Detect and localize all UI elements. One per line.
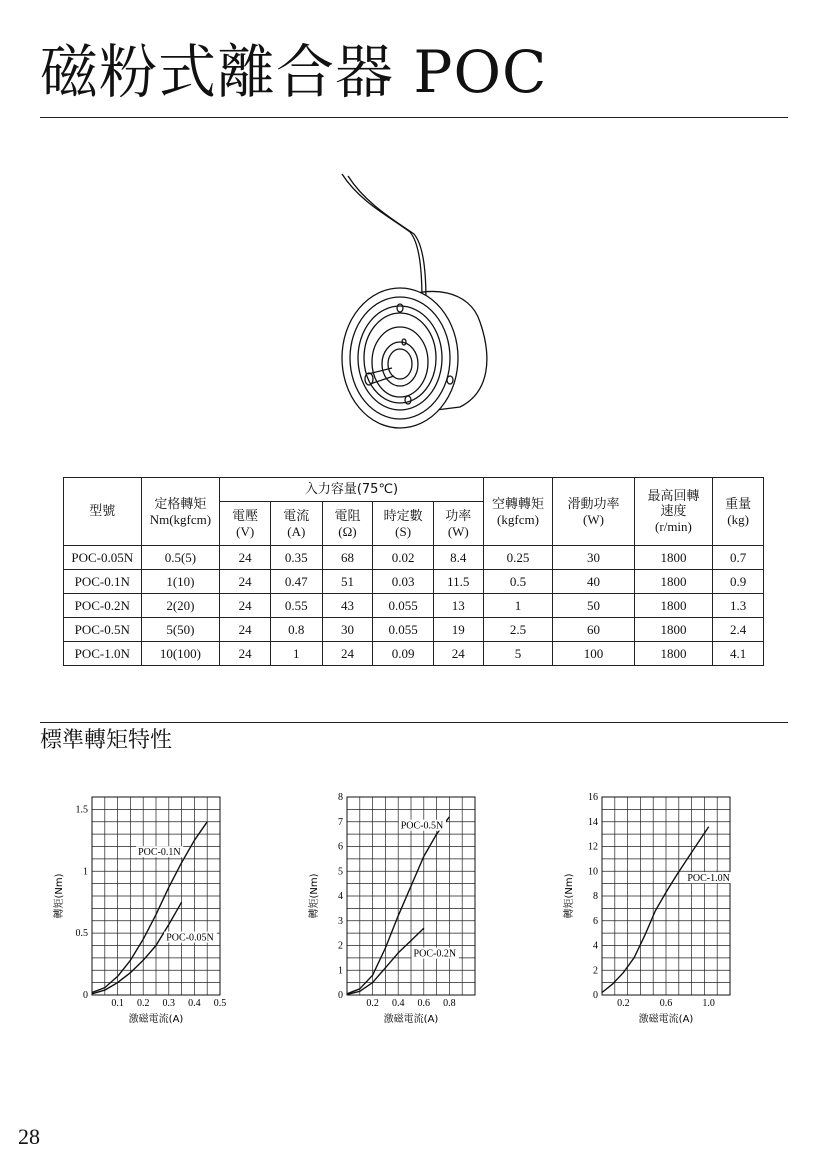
cell-current: 0.8 [270, 618, 322, 642]
series-label: POC-0.1N [138, 847, 181, 859]
header-resistance-label: 電阻 [334, 508, 361, 524]
cell-max-speed: 1800 [634, 642, 713, 666]
cell-time-constant: 0.03 [373, 570, 434, 594]
series-label: POC-1.0N [687, 873, 730, 885]
cell-weight: 2.4 [713, 618, 764, 642]
cell-max-speed: 1800 [634, 594, 713, 618]
cell-idle-torque: 1 [483, 594, 553, 618]
torque-chart-poc-0.05n-0.1n [50, 785, 240, 1030]
cell-slip-power: 60 [553, 618, 634, 642]
y-tick-label: 0.5 [75, 928, 88, 940]
cell-rated-torque: 1(10) [141, 570, 220, 594]
header-weight-unit: (kg) [727, 511, 749, 527]
header-max-speed-label-1: 最高回轉 [647, 489, 700, 504]
torque-chart-poc-1.0n [560, 785, 750, 1030]
cell-model: POC-0.05N [64, 546, 142, 570]
header-slip-power [553, 478, 634, 546]
y-axis-label: 轉矩(Nm) [54, 873, 65, 919]
header-time-constant [373, 502, 434, 546]
header-current-unit: (A) [287, 523, 306, 539]
table-row [64, 546, 764, 570]
y-axis-label: 轉矩(Nm) [564, 873, 575, 919]
series-line-poc-0.05n [92, 902, 182, 994]
header-slip-power-unit: (W) [583, 511, 604, 527]
cell-power: 8.4 [433, 546, 483, 570]
cell-idle-torque: 2.5 [483, 618, 553, 642]
y-tick-label: 14 [588, 816, 598, 828]
header-model: 型號 [64, 478, 142, 546]
cell-rated-torque: 0.5(5) [141, 546, 220, 570]
cell-weight: 0.9 [713, 570, 764, 594]
cell-weight: 4.1 [713, 642, 764, 666]
x-axis-label: 激磁電流(A) [128, 1014, 184, 1025]
x-tick-label: 0.6 [417, 998, 431, 1009]
series-label: POC-0.2N [413, 948, 457, 960]
cell-voltage: 24 [220, 570, 271, 594]
y-tick-label: 0 [338, 990, 343, 1001]
cell-idle-torque: 5 [483, 642, 553, 666]
cell-max-speed: 1800 [634, 570, 713, 594]
x-tick-label: 0.8 [443, 998, 456, 1009]
cell-slip-power: 30 [553, 546, 634, 570]
header-current [270, 502, 322, 546]
y-tick-label: 4 [593, 940, 598, 952]
series-label: POC-0.05N [166, 932, 214, 944]
y-tick-label: 2 [338, 940, 343, 952]
x-tick-label: 0.2 [366, 998, 379, 1009]
x-axis-label: 激磁電流(A) [638, 1014, 694, 1025]
x-tick-label: 0.2 [617, 998, 630, 1009]
x-tick-label: 1.0 [702, 998, 715, 1009]
cell-max-speed: 1800 [634, 546, 713, 570]
y-tick-label: 0 [83, 990, 88, 1001]
y-tick-label: 1 [338, 965, 343, 977]
cell-voltage: 24 [220, 642, 271, 666]
cell-idle-torque: 0.5 [483, 570, 553, 594]
header-resistance [322, 502, 373, 546]
header-voltage-label: 電壓 [232, 508, 259, 524]
header-rated-torque-unit: Nm(kgfcm) [149, 511, 212, 527]
cell-resistance: 68 [322, 546, 373, 570]
cell-current: 0.47 [270, 570, 322, 594]
y-tick-label: 3 [338, 915, 343, 927]
cell-slip-power: 50 [553, 594, 634, 618]
cell-weight: 1.3 [713, 594, 764, 618]
page-number: 28 [18, 1124, 40, 1149]
cell-idle-torque: 0.25 [483, 546, 553, 570]
cell-current: 1 [270, 642, 322, 666]
table-row [64, 642, 764, 666]
cell-resistance: 24 [322, 642, 373, 666]
cell-current: 0.55 [270, 594, 322, 618]
y-tick-label: 12 [588, 841, 598, 853]
header-slip-power-label: 滑動功率 [567, 496, 620, 512]
section-divider [40, 722, 788, 723]
x-tick-label: 0.4 [391, 998, 405, 1009]
table-row [64, 570, 764, 594]
table-row [64, 618, 764, 642]
header-voltage [220, 502, 271, 546]
cell-rated-torque: 2(20) [141, 594, 220, 618]
header-input-capacity: 入力容量(75℃) [220, 478, 483, 502]
cell-max-speed: 1800 [634, 618, 713, 642]
cell-power: 19 [433, 618, 483, 642]
header-voltage-unit: (V) [236, 523, 255, 539]
y-tick-label: 16 [588, 792, 598, 803]
x-tick-label: 0.3 [162, 998, 176, 1009]
series-label: POC-0.5N [400, 820, 444, 832]
cell-time-constant: 0.055 [373, 594, 434, 618]
cell-resistance: 51 [322, 570, 373, 594]
x-tick-label: 0.4 [188, 998, 201, 1009]
header-time-constant-unit: (S) [395, 523, 412, 539]
cell-weight: 0.7 [713, 546, 764, 570]
cell-time-constant: 0.09 [373, 642, 434, 666]
cell-resistance: 30 [322, 618, 373, 642]
series-line-poc-1.0n [602, 827, 709, 993]
x-tick-label: 0.5 [213, 998, 227, 1009]
cell-resistance: 43 [322, 594, 373, 618]
x-axis-label: 激磁電流(A) [383, 1014, 439, 1025]
cell-voltage: 24 [220, 546, 271, 570]
header-resistance-unit: (Ω) [338, 523, 357, 539]
cell-model: POC-0.5N [64, 618, 142, 642]
section-title: 標準轉矩特性 [40, 728, 173, 753]
header-current-label: 電流 [283, 508, 310, 524]
x-tick-label: 0.2 [136, 998, 150, 1009]
cell-current: 0.35 [270, 546, 322, 570]
specification-table [63, 477, 764, 666]
header-rated-torque [141, 478, 220, 546]
y-tick-label: 7 [338, 816, 343, 828]
cell-power: 24 [433, 642, 483, 666]
cell-slip-power: 40 [553, 570, 634, 594]
clutch-product-illustration [330, 172, 510, 440]
cell-model: POC-1.0N [64, 642, 142, 666]
page-title: 磁粉式離合器 POC [40, 38, 548, 106]
header-time-constant-label: 時定數 [383, 508, 423, 524]
cell-voltage: 24 [220, 594, 271, 618]
y-tick-label: 10 [588, 866, 598, 878]
y-tick-label: 8 [593, 891, 598, 902]
cell-rated-torque: 10(100) [141, 642, 220, 666]
header-idle-torque-label: 空轉轉矩 [491, 496, 544, 512]
torque-chart-poc-0.2n-0.5n [305, 785, 495, 1030]
y-tick-label: 5 [338, 866, 343, 878]
cell-voltage: 24 [220, 618, 271, 642]
y-tick-label: 6 [593, 915, 598, 927]
header-idle-torque [483, 478, 553, 546]
header-power-label: 功率 [445, 508, 472, 524]
x-tick-label: 0.6 [659, 998, 673, 1009]
y-tick-label: 1.5 [75, 804, 88, 816]
cell-power: 13 [433, 594, 483, 618]
header-weight [713, 478, 764, 546]
y-tick-label: 4 [338, 891, 343, 902]
header-weight-label: 重量 [725, 496, 752, 512]
table-row [64, 594, 764, 618]
header-rated-torque-label: 定格轉矩 [154, 496, 207, 512]
cell-rated-torque: 5(50) [141, 618, 220, 642]
header-idle-torque-unit: (kgfcm) [497, 511, 539, 527]
y-tick-label: 2 [593, 965, 598, 977]
y-axis-label: 轉矩(Nm) [309, 873, 320, 919]
header-max-speed [634, 478, 713, 546]
y-tick-label: 8 [338, 792, 343, 803]
header-max-speed-label-2: 速度 [660, 504, 687, 519]
y-tick-label: 0 [593, 990, 598, 1001]
y-tick-label: 1 [83, 866, 88, 878]
y-tick-label: 6 [338, 841, 343, 853]
title-divider [40, 117, 788, 118]
cell-power: 11.5 [433, 570, 483, 594]
header-power [433, 502, 483, 546]
cell-model: POC-0.1N [64, 570, 142, 594]
cell-model: POC-0.2N [64, 594, 142, 618]
header-max-speed-unit: (r/min) [655, 519, 692, 534]
cell-slip-power: 100 [553, 642, 634, 666]
cell-time-constant: 0.02 [373, 546, 434, 570]
cell-time-constant: 0.055 [373, 618, 434, 642]
header-power-unit: (W) [447, 523, 469, 539]
x-tick-label: 0.1 [111, 998, 124, 1009]
